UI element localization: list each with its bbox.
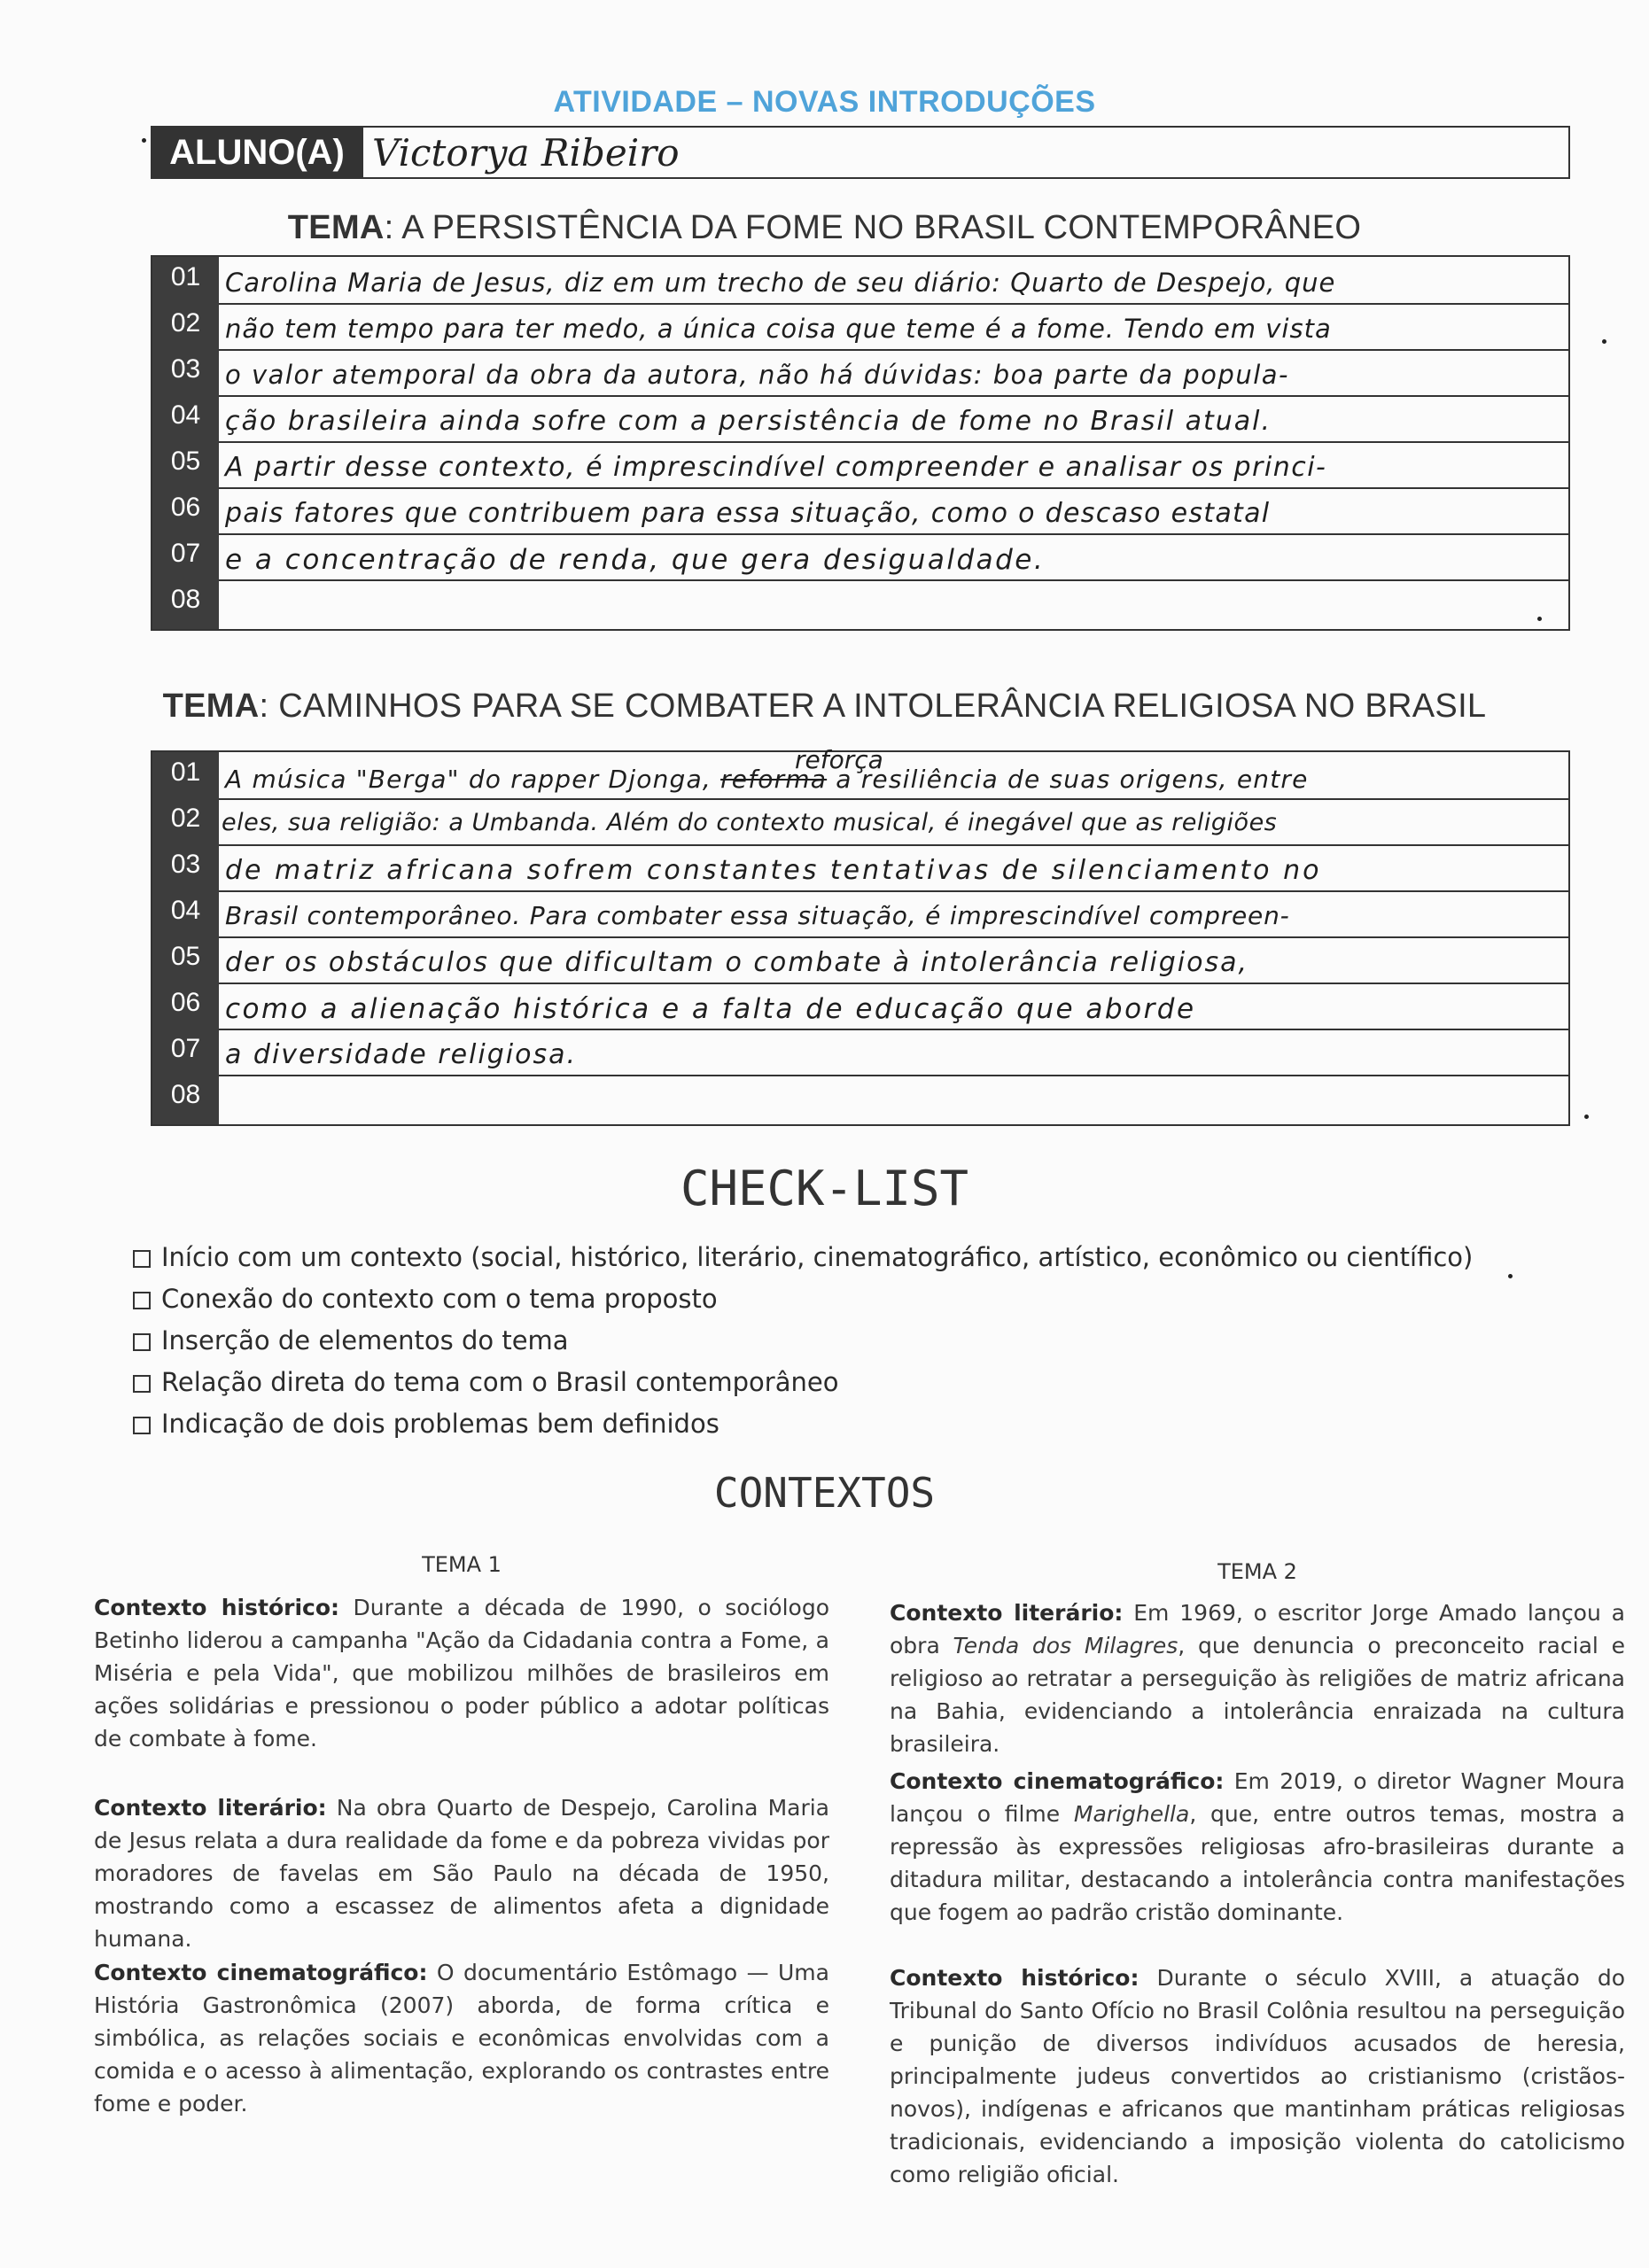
line-number: 03 — [170, 354, 201, 384]
scan-speck — [142, 138, 146, 143]
checklist-title: CHECK-LIST — [680, 1161, 969, 1216]
checklist-item-label: Conexão do contexto com o tema proposto — [161, 1284, 718, 1314]
ruled-line — [219, 579, 1568, 581]
ruled-line — [219, 890, 1568, 892]
ruled-line — [219, 983, 1568, 984]
page-title: ATIVIDADE – NOVAS INTRODUÇÕES — [553, 85, 1096, 119]
tema1-title: : A PERSISTÊNCIA DA FOME NO BRASIL CONTEMPORÂNEO — [384, 209, 1362, 246]
checklist-item[interactable] — [133, 1409, 719, 1439]
tema1-contexto-literario — [94, 1791, 829, 1955]
tema2-heading — [0, 687, 1649, 726]
checklist-item[interactable] — [133, 1284, 718, 1314]
checklist-item[interactable] — [133, 1242, 1473, 1272]
essay-line: Carolina Maria de Jesus, diz em um trecho de seu diário: Quarto de Despejo, que — [225, 268, 1336, 298]
line-number: 07 — [170, 539, 201, 568]
line-number: 05 — [170, 942, 201, 971]
scan-speck — [1537, 617, 1542, 621]
tema2-title: : CAMINHOS PARA SE COMBATER A INTOLERÂNCIA RELIGIOSA NO BRASIL — [259, 687, 1487, 725]
context-text: Em 2019, o diretor Wagner Moura lançou o filme — [890, 1768, 1625, 1827]
ruled-line — [219, 303, 1568, 305]
context-label: Contexto literário: — [94, 1795, 327, 1821]
aluno-label: ALUNO(A) — [151, 126, 363, 179]
tema1-essay-box[interactable] — [151, 255, 1570, 631]
checklist-item-label: Indicação de dois problemas bem definidos — [161, 1409, 719, 1439]
context-label: Contexto cinematográfico: — [890, 1768, 1225, 1794]
line-number: 02 — [170, 804, 201, 833]
tema2-contexto-literario — [890, 1596, 1625, 1760]
context-label: Contexto cinematográfico: — [94, 1960, 428, 1985]
checklist-item-label: Relação direta do tema com o Brasil contemporâneo — [161, 1367, 839, 1397]
essay-line: Brasil contemporâneo. Para combater essa situação, é imprescindível compreen- — [225, 901, 1290, 930]
tema1-heading — [0, 209, 1649, 247]
essay-line: e a concentração de renda, que gera desigualdade. — [225, 544, 1046, 576]
context-text: , que, entre outros temas, mostra a repressão às expressões religiosas afro-brasileiras durante a ditadura militar, destacando a intolerância contra manifestações que fogem ao padrão cristão dominante. — [890, 1801, 1625, 1925]
ruled-line — [219, 936, 1568, 938]
checkbox-icon[interactable] — [133, 1292, 151, 1309]
line-number: 02 — [170, 308, 201, 338]
essay-line: ção brasileira ainda sofre com a persistência de fome no Brasil atual. — [225, 406, 1272, 437]
context-label: Contexto histórico: — [890, 1965, 1140, 1991]
checkbox-icon[interactable] — [133, 1375, 151, 1393]
line-number: 06 — [170, 493, 201, 522]
ruled-line — [219, 844, 1568, 846]
essay-line: como a alienação histórica e a falta de educação que aborde — [225, 993, 1196, 1025]
contextos-title: CONTEXTOS — [713, 1469, 936, 1517]
essay-line: A partir desse contexto, é imprescindível compreender e analisar os princi- — [225, 452, 1327, 483]
line1-start: A música "Berga" do rapper Djonga, — [225, 765, 712, 794]
line1-end: a resiliência de suas origens, entre — [836, 765, 1309, 794]
tema1-column-heading: TEMA 1 — [422, 1552, 502, 1577]
context-text: Em 1969, o escritor Jorge Amado lançou a obra — [890, 1600, 1625, 1658]
context-text: O documentário Estômago — Uma História Gastronômica (2007) aborda, de forma crítica e simbólica, as relações sociais e econômicas envolvidas com a comida e o acesso à alimentação, explorando os contrastes entre fome e poder. — [94, 1960, 829, 2117]
context-text: , que denuncia o preconceito racial e religioso ao retratar a perseguição às religiões de matriz africana na Bahia, evidenciando a intolerância enraizada na cultura brasileira. — [890, 1633, 1625, 1757]
tema2-label: TEMA — [162, 687, 260, 725]
checkbox-icon[interactable] — [133, 1333, 151, 1351]
line-number: 06 — [170, 988, 201, 1017]
essay-line: de matriz africana sofrem constantes tentativas de silenciamento no — [225, 855, 1322, 886]
checklist-item-label: Inserção de elementos do tema — [161, 1325, 569, 1355]
essay-line: não tem tempo para ter medo, a única coisa que teme é a fome. Tendo em vista — [225, 314, 1332, 344]
scan-speck — [1508, 1274, 1513, 1278]
essay-line: eles, sua religião: a Umbanda. Além do contexto musical, é inegável que as religiões — [222, 809, 1278, 836]
scan-speck — [1602, 339, 1606, 344]
film-title: Marighella — [1073, 1801, 1190, 1827]
line-number: 04 — [170, 896, 201, 925]
tema1-contexto-historico — [94, 1591, 829, 1755]
ruled-line — [219, 533, 1568, 535]
checklist-item[interactable] — [133, 1325, 569, 1355]
checklist-item-label: Início com um contexto (social, histórico, literário, cinematográfico, artístico, econômico ou científico) — [161, 1242, 1474, 1272]
tema2-contexto-cinematografico — [890, 1765, 1625, 1929]
crossed-word: reforma — [720, 765, 828, 794]
ruled-line — [219, 487, 1568, 489]
book-title: Tenda dos Milagres — [953, 1633, 1178, 1658]
line-number: 03 — [170, 850, 201, 879]
line-number: 01 — [170, 757, 201, 787]
ruled-line — [219, 349, 1568, 351]
essay-line: pais fatores que contribuem para essa situação, como o descaso estatal — [225, 498, 1271, 529]
ruled-line — [219, 1029, 1568, 1030]
scan-speck — [1584, 1115, 1589, 1119]
checklist-item[interactable] — [133, 1367, 838, 1397]
tema2-contexto-historico — [890, 1961, 1625, 2191]
context-label: Contexto literário: — [890, 1600, 1124, 1626]
inserted-word: reforça — [795, 745, 883, 774]
essay-line: o valor atemporal da obra da autora, não há dúvidas: boa parte da popula- — [225, 360, 1290, 390]
line-number: 07 — [170, 1034, 201, 1063]
context-label: Contexto histórico: — [94, 1595, 340, 1620]
ruled-line — [219, 798, 1568, 800]
line-number: 08 — [170, 1080, 201, 1109]
line-number: 01 — [170, 262, 201, 291]
line-number: 08 — [170, 585, 201, 614]
essay-line: der os obstáculos que dificultam o combate à intolerância religiosa, — [225, 947, 1249, 978]
ruled-line — [219, 1075, 1568, 1076]
context-text: Durante o século XVIII, a atuação do Tribunal do Santo Ofício no Brasil Colônia resultou na perseguição e punição de diversos indivíduos acusados de heresia, principalmente judeus convertidos ao cristianismo (cristãos-novos), indígenas e africanos que mantinham práticas religiosas tradicionais, evidenciando a imposição violenta do catolicismo como religião oficial. — [890, 1965, 1625, 2187]
context-text: Durante a década de 1990, o sociólogo Betinho liderou a campanha "Ação da Cidadania contra a Fome, a Miséria e pela Vida", que mobilizou milhões de brasileiros em ações solidárias e pressionou o poder público a adotar políticas de combate à fome. — [94, 1595, 829, 1751]
essay-line — [225, 765, 1309, 794]
ruled-line — [219, 441, 1568, 443]
tema2-column-heading: TEMA 2 — [1217, 1559, 1297, 1584]
tema2-essay-box[interactable] — [151, 745, 1570, 1126]
ruled-line — [219, 395, 1568, 397]
tema1-contexto-cinematografico — [94, 1956, 829, 2120]
context-text: Na obra Quarto de Despejo, Carolina Maria de Jesus relata a dura realidade da fome e da pobreza vividas por moradores de favelas em São Paulo na década de 1950, mostrando como a escassez de alimentos afeta a dignidade humana. — [94, 1795, 829, 1952]
tema1-label: TEMA — [287, 209, 385, 246]
line-number: 05 — [170, 447, 201, 476]
checkbox-icon[interactable] — [133, 1417, 151, 1434]
checkbox-icon[interactable] — [133, 1250, 151, 1268]
essay-line: a diversidade religiosa. — [225, 1039, 578, 1070]
aluno-name-handwriting: Victorya Ribeiro — [372, 131, 680, 175]
line-number: 04 — [170, 400, 201, 430]
